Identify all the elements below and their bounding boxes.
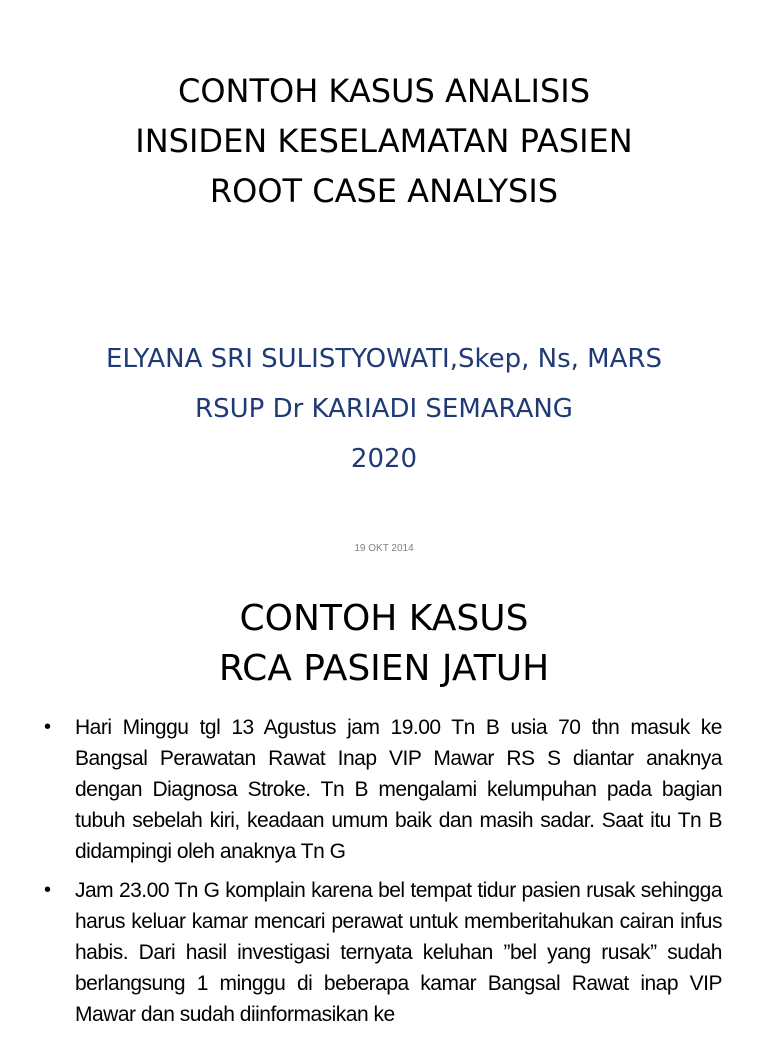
- slide-date: 19 OKT 2014: [354, 543, 414, 554]
- list-item: [40, 712, 722, 867]
- case-slide-title: [0, 594, 768, 694]
- case-title-line-2: RCA PASIEN JATUH: [218, 648, 550, 689]
- title-line-3: ROOT CASE ANALYSIS: [209, 172, 559, 210]
- case-slide: [0, 580, 768, 1024]
- case-bullet-list: [40, 712, 722, 1038]
- title-line-1: CONTOH KASUS ANALISIS: [177, 72, 590, 110]
- bullet-icon: •: [44, 879, 51, 901]
- year: 2020: [350, 444, 418, 474]
- institution: RSUP Dr KARIADI SEMARANG: [195, 394, 573, 424]
- case-title-line-1: CONTOH KASUS: [239, 598, 529, 639]
- list-item: [40, 875, 722, 1030]
- title-line-2: INSIDEN KESELAMATAN PASIEN: [135, 122, 633, 160]
- slide-title: [0, 66, 768, 216]
- bullet-text: Jam 23.00 Tn G komplain karena bel tempat tidur pasien rusak sehingga harus keluar kamar mencari perawat untuk memberitahukan cairan infus habis. Dari hasil investigasi ternyata keluhan ”bel yang rusak” sudah berlangsung 1 minggu di beberapa kamar Bangsal Rawat inap VIP Mawar dan sudah diinformasikan ke: [75, 879, 722, 1026]
- bullet-icon: •: [44, 716, 51, 738]
- author-name: ELYANA SRI SULISTYOWATI,Skep, Ns, MARS: [106, 344, 662, 374]
- bullet-text: Hari Minggu tgl 13 Agustus jam 19.00 Tn B usia 70 thn masuk ke Bangsal Perawatan Rawat Inap VIP Mawar RS S diantar anaknya dengan Diagnosa Stroke. Tn B mengalami kelumpuhan pada bagian tubuh sebelah kiri, keadaan umum baik dan masih sadar. Saat itu Tn B didampingi oleh anaknya Tn G: [75, 716, 722, 863]
- slide-subtitle: [0, 334, 768, 484]
